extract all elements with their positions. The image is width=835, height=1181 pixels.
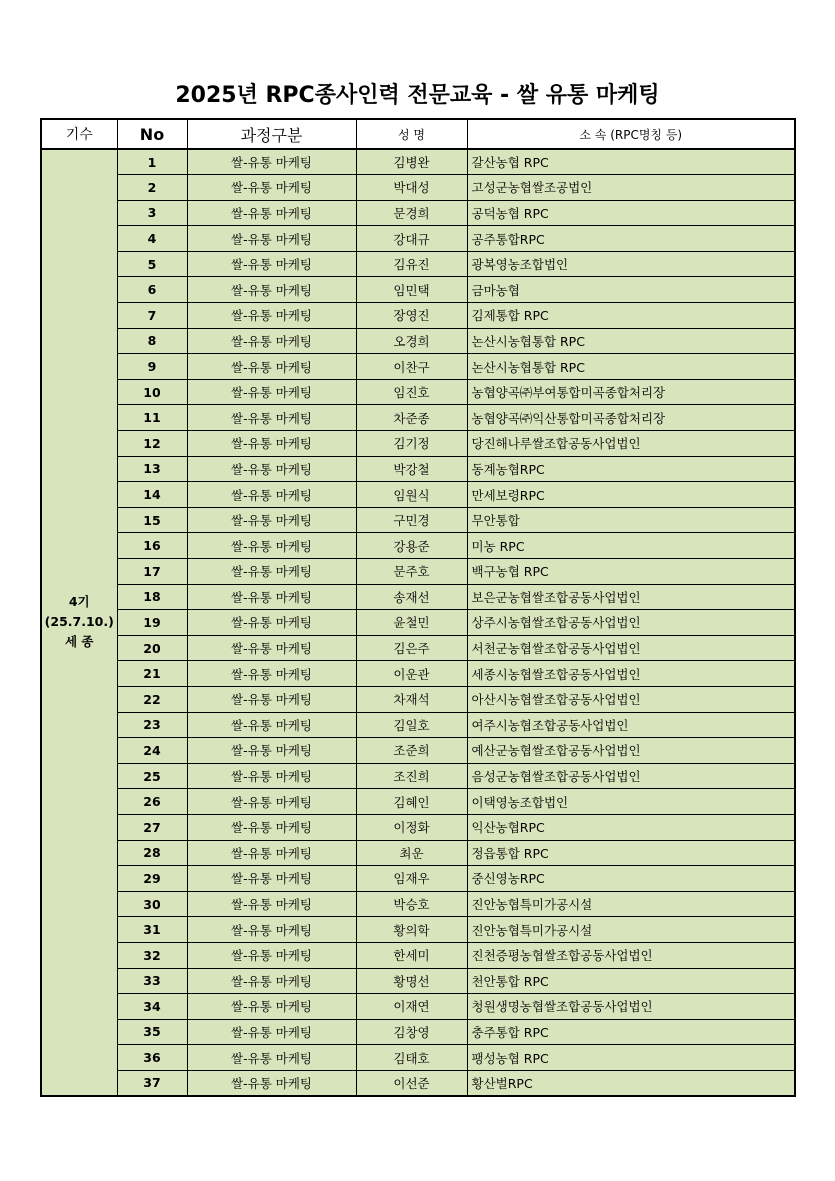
- table-row: [41, 149, 795, 175]
- row-no: 21: [117, 661, 187, 687]
- table-row: [41, 635, 795, 661]
- row-affiliation: 무안통합: [467, 507, 795, 533]
- row-course: 쌀-유통 마케팅: [187, 584, 356, 610]
- row-name: 박승호: [356, 891, 467, 917]
- row-name: 문주호: [356, 559, 467, 585]
- table-row: [41, 840, 795, 866]
- row-course: 쌀-유통 마케팅: [187, 559, 356, 585]
- table-row: [41, 738, 795, 764]
- table-row: [41, 891, 795, 917]
- row-affiliation: 광복영농조합법인: [467, 251, 795, 277]
- row-affiliation: 진안농협특미가공시설: [467, 917, 795, 943]
- row-course: 쌀-유통 마케팅: [187, 175, 356, 201]
- row-course: 쌀-유통 마케팅: [187, 482, 356, 508]
- row-name: 임재우: [356, 866, 467, 892]
- row-affiliation: 정읍통합 RPC: [467, 840, 795, 866]
- row-name: 조진희: [356, 763, 467, 789]
- row-name: 김창영: [356, 1019, 467, 1045]
- row-name: 김일호: [356, 712, 467, 738]
- table-row: [41, 456, 795, 482]
- row-affiliation: 이택영농조합법인: [467, 789, 795, 815]
- row-name: 송재선: [356, 584, 467, 610]
- row-course: 쌀-유통 마케팅: [187, 149, 356, 175]
- row-affiliation: 청원생명농협쌀조합공동사업법인: [467, 994, 795, 1020]
- row-affiliation: 여주시농협조합공동사업법인: [467, 712, 795, 738]
- row-affiliation: 농협양곡㈜부여통합미곡종합처리장: [467, 379, 795, 405]
- row-affiliation: 농협양곡㈜익산통합미곡종합처리장: [467, 405, 795, 431]
- row-name: 박강철: [356, 456, 467, 482]
- row-course: 쌀-유통 마케팅: [187, 738, 356, 764]
- table-row: [41, 507, 795, 533]
- row-course: 쌀-유통 마케팅: [187, 456, 356, 482]
- table-row: [41, 866, 795, 892]
- row-affiliation: 논산시농협통합 RPC: [467, 328, 795, 354]
- row-no: 26: [117, 789, 187, 815]
- row-name: 황명선: [356, 968, 467, 994]
- row-name: 김태호: [356, 1045, 467, 1071]
- row-affiliation: 서천군농협쌀조합공동사업법인: [467, 635, 795, 661]
- row-name: 강용준: [356, 533, 467, 559]
- row-no: 16: [117, 533, 187, 559]
- row-course: 쌀-유통 마케팅: [187, 891, 356, 917]
- header-name: 성 명: [356, 119, 467, 149]
- cohort-line3: 세 종: [64, 634, 94, 650]
- table-row: [41, 431, 795, 457]
- row-course: 쌀-유통 마케팅: [187, 661, 356, 687]
- row-name: 이정화: [356, 814, 467, 840]
- row-no: 6: [117, 277, 187, 303]
- table-row: [41, 661, 795, 687]
- table-row: [41, 994, 795, 1020]
- row-course: 쌀-유통 마케팅: [187, 686, 356, 712]
- row-affiliation: 동계농협RPC: [467, 456, 795, 482]
- row-course: 쌀-유통 마케팅: [187, 968, 356, 994]
- row-name: 오경희: [356, 328, 467, 354]
- header-affiliation: 소 속 (RPC명칭 등): [467, 119, 795, 149]
- row-affiliation: 김제통합 RPC: [467, 303, 795, 329]
- table-row: [41, 1045, 795, 1071]
- row-affiliation: 미농 RPC: [467, 533, 795, 559]
- table-row: [41, 686, 795, 712]
- table-row: [41, 277, 795, 303]
- table-row: [41, 814, 795, 840]
- row-name: 장영진: [356, 303, 467, 329]
- row-affiliation: 음성군농협쌀조합공동사업법인: [467, 763, 795, 789]
- row-course: 쌀-유통 마케팅: [187, 303, 356, 329]
- cohort-cell: [41, 149, 117, 1096]
- table-row: [41, 303, 795, 329]
- row-course: 쌀-유통 마케팅: [187, 1070, 356, 1096]
- table-row: [41, 379, 795, 405]
- row-course: 쌀-유통 마케팅: [187, 1045, 356, 1071]
- row-course: 쌀-유통 마케팅: [187, 200, 356, 226]
- row-no: 27: [117, 814, 187, 840]
- row-course: 쌀-유통 마케팅: [187, 251, 356, 277]
- row-affiliation: 중신영농RPC: [467, 866, 795, 892]
- row-affiliation: 공덕농협 RPC: [467, 200, 795, 226]
- row-no: 11: [117, 405, 187, 431]
- row-course: 쌀-유통 마케팅: [187, 712, 356, 738]
- table-row: [41, 942, 795, 968]
- row-name: 임진호: [356, 379, 467, 405]
- row-name: 조준희: [356, 738, 467, 764]
- table-row: [41, 789, 795, 815]
- row-course: 쌀-유통 마케팅: [187, 635, 356, 661]
- header-no: No: [117, 119, 187, 149]
- row-course: 쌀-유통 마케팅: [187, 763, 356, 789]
- row-course: 쌀-유통 마케팅: [187, 533, 356, 559]
- row-no: 18: [117, 584, 187, 610]
- row-no: 34: [117, 994, 187, 1020]
- row-affiliation: 천안통합 RPC: [467, 968, 795, 994]
- row-course: 쌀-유통 마케팅: [187, 226, 356, 252]
- row-name: 김은주: [356, 635, 467, 661]
- table-row: [41, 175, 795, 201]
- row-affiliation: 충주통합 RPC: [467, 1019, 795, 1045]
- row-no: 22: [117, 686, 187, 712]
- table-header: [41, 119, 795, 149]
- row-no: 33: [117, 968, 187, 994]
- row-affiliation: 당진해나루쌀조합공동사업법인: [467, 431, 795, 457]
- row-affiliation: 만세보령RPC: [467, 482, 795, 508]
- row-affiliation: 진천증평농협쌀조합공동사업법인: [467, 942, 795, 968]
- row-name: 이재연: [356, 994, 467, 1020]
- row-name: 강대규: [356, 226, 467, 252]
- row-no: 25: [117, 763, 187, 789]
- row-name: 최운: [356, 840, 467, 866]
- row-no: 35: [117, 1019, 187, 1045]
- row-no: 17: [117, 559, 187, 585]
- row-course: 쌀-유통 마케팅: [187, 789, 356, 815]
- row-course: 쌀-유통 마케팅: [187, 942, 356, 968]
- row-no: 14: [117, 482, 187, 508]
- row-affiliation: 아산시농협쌀조합공동사업법인: [467, 686, 795, 712]
- table-row: [41, 251, 795, 277]
- row-course: 쌀-유통 마케팅: [187, 328, 356, 354]
- row-affiliation: 논산시농협통합 RPC: [467, 354, 795, 380]
- row-no: 36: [117, 1045, 187, 1071]
- row-name: 구민경: [356, 507, 467, 533]
- row-name: 윤철민: [356, 610, 467, 636]
- row-no: 13: [117, 456, 187, 482]
- row-name: 김유진: [356, 251, 467, 277]
- row-name: 임민택: [356, 277, 467, 303]
- row-affiliation: 금마농협: [467, 277, 795, 303]
- row-affiliation: 고성군농협쌀조공법인: [467, 175, 795, 201]
- row-no: 20: [117, 635, 187, 661]
- table-row: [41, 610, 795, 636]
- row-affiliation: 세종시농협쌀조합공동사업법인: [467, 661, 795, 687]
- row-no: 1: [117, 149, 187, 175]
- row-name: 한세미: [356, 942, 467, 968]
- row-affiliation: 진안농협특미가공시설: [467, 891, 795, 917]
- row-affiliation: 상주시농협쌀조합공동사업법인: [467, 610, 795, 636]
- row-course: 쌀-유통 마케팅: [187, 277, 356, 303]
- row-course: 쌀-유통 마케팅: [187, 431, 356, 457]
- table-row: [41, 328, 795, 354]
- row-affiliation: 익산농협RPC: [467, 814, 795, 840]
- row-affiliation: 예산군농협쌀조합공동사업법인: [467, 738, 795, 764]
- table-row: [41, 533, 795, 559]
- row-no: 29: [117, 866, 187, 892]
- row-course: 쌀-유통 마케팅: [187, 840, 356, 866]
- header-cohort: 기수: [41, 119, 117, 149]
- row-name: 이운관: [356, 661, 467, 687]
- table-row: [41, 559, 795, 585]
- row-no: 7: [117, 303, 187, 329]
- row-affiliation: 황산벌RPC: [467, 1070, 795, 1096]
- row-affiliation: 백구농협 RPC: [467, 559, 795, 585]
- cohort-line1: 4기: [68, 594, 90, 610]
- row-no: 37: [117, 1070, 187, 1096]
- row-name: 박대성: [356, 175, 467, 201]
- row-name: 김혜인: [356, 789, 467, 815]
- row-course: 쌀-유통 마케팅: [187, 814, 356, 840]
- page-title: 2025년 RPC종사인력 전문교육 - 쌀 유통 마케팅: [175, 83, 660, 108]
- table-row: [41, 968, 795, 994]
- table-row: [41, 712, 795, 738]
- row-course: 쌀-유통 마케팅: [187, 610, 356, 636]
- table-row: [41, 917, 795, 943]
- row-course: 쌀-유통 마케팅: [187, 379, 356, 405]
- row-name: 이선준: [356, 1070, 467, 1096]
- table-row: [41, 354, 795, 380]
- row-course: 쌀-유통 마케팅: [187, 994, 356, 1020]
- table-row: [41, 763, 795, 789]
- row-course: 쌀-유통 마케팅: [187, 354, 356, 380]
- row-no: 10: [117, 379, 187, 405]
- header-course: 과정구분: [187, 119, 356, 149]
- table-row: [41, 1019, 795, 1045]
- row-no: 2: [117, 175, 187, 201]
- row-course: 쌀-유통 마케팅: [187, 866, 356, 892]
- row-no: 30: [117, 891, 187, 917]
- row-name: 김기정: [356, 431, 467, 457]
- row-no: 19: [117, 610, 187, 636]
- table-body: [41, 149, 795, 1096]
- row-no: 23: [117, 712, 187, 738]
- roster-table: [40, 118, 796, 1097]
- row-name: 황의학: [356, 917, 467, 943]
- row-course: 쌀-유통 마케팅: [187, 917, 356, 943]
- row-name: 이찬구: [356, 354, 467, 380]
- row-no: 12: [117, 431, 187, 457]
- table-row: [41, 405, 795, 431]
- row-no: 4: [117, 226, 187, 252]
- row-no: 15: [117, 507, 187, 533]
- row-name: 차재석: [356, 686, 467, 712]
- row-no: 9: [117, 354, 187, 380]
- row-name: 차준종: [356, 405, 467, 431]
- row-affiliation: 갈산농협 RPC: [467, 149, 795, 175]
- row-course: 쌀-유통 마케팅: [187, 1019, 356, 1045]
- table-row: [41, 482, 795, 508]
- row-name: 김병완: [356, 149, 467, 175]
- row-affiliation: 보은군농협쌀조합공동사업법인: [467, 584, 795, 610]
- table-row: [41, 584, 795, 610]
- table-row: [41, 226, 795, 252]
- row-no: 24: [117, 738, 187, 764]
- row-no: 31: [117, 917, 187, 943]
- row-no: 8: [117, 328, 187, 354]
- row-affiliation: 공주통합RPC: [467, 226, 795, 252]
- row-name: 임원식: [356, 482, 467, 508]
- row-name: 문경희: [356, 200, 467, 226]
- row-no: 3: [117, 200, 187, 226]
- table-row: [41, 1070, 795, 1096]
- table-row: [41, 200, 795, 226]
- row-course: 쌀-유통 마케팅: [187, 405, 356, 431]
- header-row: [41, 119, 795, 149]
- row-course: 쌀-유통 마케팅: [187, 507, 356, 533]
- row-affiliation: 팽성농협 RPC: [467, 1045, 795, 1071]
- cohort-line2: (25.7.10.): [44, 614, 114, 630]
- row-no: 32: [117, 942, 187, 968]
- row-no: 28: [117, 840, 187, 866]
- row-no: 5: [117, 251, 187, 277]
